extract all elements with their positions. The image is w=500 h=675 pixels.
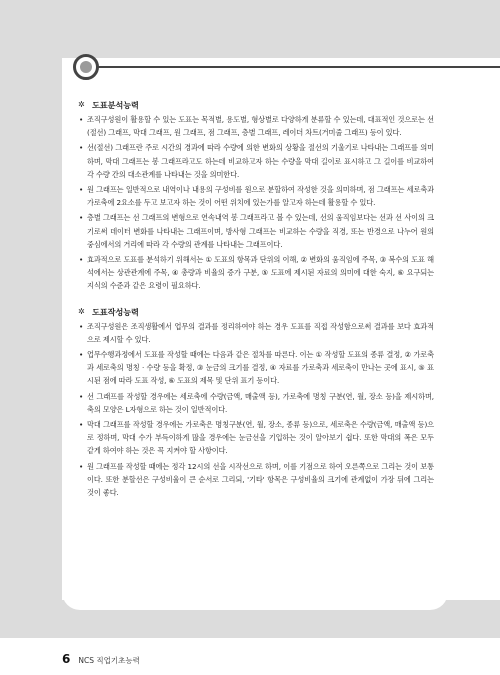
list-item: • 조직구성원이 활용할 수 있는 도표는 목적별, 용도별, 형상별로 다양하게 분류할 수 있는데, 대표적인 것으로는 선(절선) 그래프, 막대 그래프, 원 그래프, 점 그래프, 층별 그래프, 레이더 차트(거미줄 그래프) 등이 있다. [78, 113, 434, 139]
page-footer [62, 652, 140, 666]
list-item: • 조직구성원은 조직생활에서 업무의 결과를 정리하여야 하는 경우 도표를 직접 작성함으로써 결과를 보다 효과적으로 제시할 수 있다. [78, 320, 434, 346]
list-item: • 선(절선) 그래프란 주로 시간의 경과에 따라 수량에 의한 변화의 상황을 절선의 기울기로 나타내는 그래프를 의미하며, 막대 그래프는 봉 그래프라고도 하는데 비교하고자 하는 수량을 막대 길이로 표시하고 그 길이를 비교하여 각 수량 간의 대소관계를 나타내는 것을 의미한다. [78, 141, 434, 181]
section-title-chart-analysis [78, 98, 434, 112]
circle-ornament-icon [73, 54, 99, 80]
gear-bullet-icon: ✲ [78, 306, 85, 316]
list-item: • 선 그래프를 작성할 경우에는 세로축에 수량(금액, 매출액 등), 가로축에 명칭 구분(연, 월, 장소 등)을 제시하며, 축의 모양은 L자형으로 하는 것이 일반적이다. [78, 390, 434, 416]
list-item: • 원 그래프를 작성할 때에는 정각 12시의 선을 시작선으로 하며, 이를 기점으로 하여 오른쪽으로 그리는 것이 보통이다. 또한 분할선은 구성비율이 큰 순서로 그리되, '기타' 항목은 구성비율의 크기에 관계없이 가장 뒤에 그리는 것이 좋다. [78, 460, 434, 500]
list-item: • 층별 그래프는 선 그래프의 변형으로 연속내역 봉 그래프라고 볼 수 있는데, 선의 움직임보다는 선과 선 사이의 크기로써 데이터 변화를 나타내는 그래프이며, 방사형 그래프는 비교하는 수량을 직경, 또는 반경으로 나누어 원의 중심에서의 거리에 따라 각 수량의 관계를 나타내는 그래프이다. [78, 211, 434, 251]
list-item: • 막대 그래프를 작성할 경우에는 가로축은 명칭구분(연, 월, 장소, 종류 등)으로, 세로축은 수량(금액, 매출액 등)으로 정하며, 막대 수가 부득이하게 많을 경우에는 눈금선을 기입하는 것이 알아보기 쉽다. 또한 막대의 폭은 모두 같게 하여야 하는 것은 꼭 지켜야 할 사항이다. [78, 418, 434, 458]
gear-bullet-icon: ✲ [78, 100, 85, 109]
book-title: NCS 직업기초능력 [78, 656, 140, 665]
content-body [78, 98, 434, 501]
page-number: 6 [62, 652, 71, 666]
section-title-text: 도표분석능력 [92, 100, 139, 110]
header-band [0, 0, 500, 58]
left-margin-band [0, 58, 62, 638]
header-rule [95, 66, 500, 68]
list-item: • 업무수행과정에서 도표를 작성할 때에는 다음과 같은 절차를 따른다. 이는 ① 작성할 도표의 종류 결정, ② 가로축과 세로축의 명칭 · 수량 등을 확정, ③ 눈금의 크기를 결정, ④ 자료를 가로축과 세로축이 만나는 곳에 표시, ⑤ 표시된 점에 따라 도표 작성, ⑥ 도표의 제목 및 단위 표기 등이다. [78, 348, 434, 388]
section-title-text: 도표작성능력 [92, 306, 139, 317]
list-item: • 원 그래프는 일반적으로 내역이나 내용의 구성비를 원으로 분할하여 작성한 것을 의미하며, 점 그래프는 세로축과 가로축에 2요소를 두고 보고자 하는 것이 어떤 위치에 있는가를 알고자 하는데 활용할 수 있다. [78, 183, 434, 209]
chart-analysis-list [78, 113, 434, 293]
chart-creation-list [78, 320, 434, 500]
list-item: • 효과적으로 도표를 분석하기 위해서는 ① 도표의 항목과 단위의 이해, ② 변화의 움직임에 주목, ③ 복수의 도표 해석에서는 상관관계에 주목, ④ 총량과 비율의 증가 구분, ⑤ 도표에 제시된 자료의 의미에 대한 숙지, ⑥ 요구되는 지식의 수준과 같은 요령이 필요하다. [78, 253, 434, 293]
section-title-chart-creation [78, 305, 434, 319]
